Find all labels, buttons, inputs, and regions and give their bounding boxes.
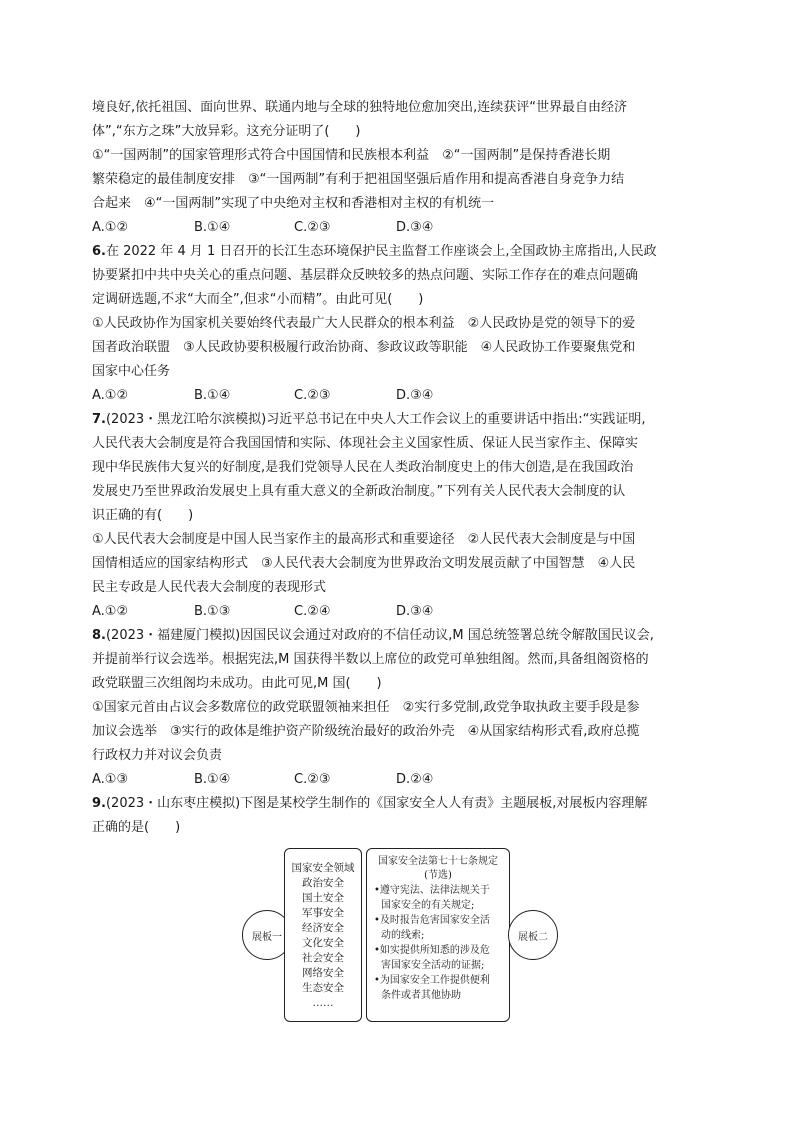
q5-options bbox=[92, 216, 704, 240]
security-field-item: 生态安全 bbox=[302, 982, 344, 994]
q7-statement-line: 国情相适应的国家结构形式 ③人民代表大会制度为世界政治文明发展贡献了中国智慧 ④人民 bbox=[92, 556, 636, 571]
q8-option-c[interactable]: C.②③ bbox=[294, 772, 331, 787]
q9-number: 9. bbox=[92, 796, 106, 811]
q9-stem-text: (2023・山东枣庄模拟)下图是某校学生制作的《国家安全人人有责》主题展板,对展板内容理解 bbox=[105, 796, 648, 811]
board-two-panel bbox=[366, 848, 510, 1022]
law-clause-item bbox=[367, 943, 509, 973]
law-clause-line: 国家安全的有关规定; bbox=[381, 900, 475, 911]
board-two-subtitle: (节选) bbox=[424, 870, 452, 881]
q7-stem-line: 发展史乃至世界政治发展史上具有重大意义的全新政治制度。”下列有关人民代表大会制度的认 bbox=[92, 484, 626, 499]
q7-options bbox=[92, 600, 704, 624]
exhibition-diagram bbox=[240, 846, 558, 1024]
q7-option-b[interactable]: B.①③ bbox=[194, 604, 231, 619]
law-clause-line: •遵守宪法、法律法规关于 bbox=[374, 885, 490, 896]
q8-stem-line bbox=[92, 624, 704, 648]
q8-stem-text: (2023・福建厦门模拟)因国民议会通过对政府的不信任动议,M 国总统签署总统令解散国民议会, bbox=[105, 628, 654, 643]
q8-options bbox=[92, 768, 704, 792]
q6-options bbox=[92, 384, 704, 408]
q8-option-a[interactable]: A.①③ bbox=[92, 772, 129, 787]
q8-option-b[interactable]: B.①④ bbox=[194, 772, 231, 787]
board-two-title: 国家安全法第七十七条规定 bbox=[378, 856, 498, 867]
q5-option-d[interactable]: D.③④ bbox=[396, 220, 434, 235]
q5-option-b[interactable]: B.①④ bbox=[194, 220, 231, 235]
security-field-item: …… bbox=[312, 997, 334, 1009]
q7-stem-text: (2023・黑龙江哈尔滨模拟)习近平总书记在中央人大工作会议上的重要讲话中指出:“实践证明, bbox=[105, 412, 646, 427]
q6-stem-line: 协要紧扣中共中央关心的重点问题、基层群众反映较多的热点问题、实际工作存在的难点问题确 bbox=[92, 268, 639, 283]
security-field-item: 社会安全 bbox=[302, 952, 344, 964]
security-field-item: 国土安全 bbox=[302, 892, 344, 904]
law-clause-item bbox=[367, 973, 509, 1003]
q6-stem-line: 定调研选题,不求“大而全”,但求“小而精”。由此可见( ) bbox=[92, 292, 424, 307]
board-one-label: 展板一 bbox=[252, 931, 282, 943]
q5-statement-line: ①“一国两制”的国家管理形式符合中国国情和民族根本利益 ②“一国两制”是保持香港长期 bbox=[92, 148, 611, 163]
law-clause-line: •如实提供所知悉的涉及危 bbox=[374, 945, 490, 956]
q8-statement-line: 行政权力并对议会负责 bbox=[92, 748, 223, 763]
q6-option-c[interactable]: C.②③ bbox=[294, 388, 331, 403]
q8-stem-line: 并提前举行议会选举。根据宪法,M 国获得半数以上席位的政党可单独组阁。然而,具备组阁资格的 bbox=[92, 652, 649, 667]
question-page bbox=[92, 96, 704, 840]
law-clause-item bbox=[367, 883, 509, 913]
q5-option-a[interactable]: A.①② bbox=[92, 220, 129, 235]
q9-stem-line: 正确的是( ) bbox=[92, 820, 181, 835]
q7-number: 7. bbox=[92, 412, 106, 427]
q5-statement-line: 合起来 ④“一国两制”实现了中央绝对主权和香港相对主权的有机统一 bbox=[92, 196, 495, 211]
q8-statement-line: ①国家元首由占议会多数席位的政党联盟领袖来担任 ②实行多党制,政党争取执政主要手段是参 bbox=[92, 700, 640, 715]
law-clause-item bbox=[367, 913, 509, 943]
q6-number: 6. bbox=[92, 244, 106, 259]
q9-stem-line bbox=[92, 792, 704, 816]
law-clause-line: 动的线索; bbox=[381, 930, 425, 941]
q7-option-c[interactable]: C.②④ bbox=[294, 604, 331, 619]
q6-stem-line bbox=[92, 240, 704, 264]
law-clause-line: •及时报告危害国家安全活 bbox=[374, 915, 490, 926]
q7-stem-line bbox=[92, 408, 704, 432]
q7-stem-line: 现中华民族伟大复兴的好制度,是我们党领导人民在人类政治制度史上的伟大创造,是在我国政治 bbox=[92, 460, 634, 475]
security-field-item: 网络安全 bbox=[302, 967, 344, 979]
q6-option-d[interactable]: D.③④ bbox=[396, 388, 434, 403]
security-field-item: 政治安全 bbox=[302, 877, 344, 889]
board-two-circle bbox=[508, 910, 558, 960]
q5-text-line: 体”,“东方之珠”大放异彩。这充分证明了( ) bbox=[92, 124, 361, 139]
security-field-item: 经济安全 bbox=[302, 922, 344, 934]
q8-number: 8. bbox=[92, 628, 106, 643]
q6-statement-line: 国者政治联盟 ③人民政协要积极履行政治协商、参政议政等职能 ④人民政协工作要聚焦党和 bbox=[92, 340, 636, 355]
q8-option-d[interactable]: D.②④ bbox=[396, 772, 434, 787]
q7-statement-line: 民主专政是人民代表大会制度的表现形式 bbox=[92, 580, 327, 595]
q5-statement-line: 繁荣稳定的最佳制度安排 ③“一国两制”有利于把祖国坚强后盾作用和提高香港自身竞争力结 bbox=[92, 172, 625, 187]
q6-option-b[interactable]: B.①④ bbox=[194, 388, 231, 403]
q7-statement-line: ①人民代表大会制度是中国人民当家作主的最高形式和重要途径 ②人民代表大会制度是与中国 bbox=[92, 532, 636, 547]
q7-option-a[interactable]: A.①② bbox=[92, 604, 129, 619]
board-two-label: 展板二 bbox=[518, 931, 548, 943]
law-clause-line: 害国家安全活动的证据; bbox=[381, 960, 485, 971]
q6-option-a[interactable]: A.①② bbox=[92, 388, 129, 403]
q8-stem-line: 政党联盟三次组阁均未成功。由此可见,M 国( ) bbox=[92, 676, 382, 691]
q7-option-d[interactable]: D.③④ bbox=[396, 604, 434, 619]
board-one-title: 国家安全领域 bbox=[291, 862, 355, 874]
q7-stem-line: 人民代表大会制度是符合我国国情和实际、体现社会主义国家性质、保证人民当家作主、保障实 bbox=[92, 436, 639, 451]
q5-text-line: 境良好,依托祖国、面向世界、联通内地与全球的独特地位愈加突出,连续获评“世界最自由经济 bbox=[92, 100, 628, 115]
law-clause-line: 条件或者其他协助 bbox=[381, 990, 461, 1001]
q6-statement-line: 国家中心任务 bbox=[92, 364, 171, 379]
security-field-item: 文化安全 bbox=[302, 937, 344, 949]
q8-statement-line: 加议会选举 ③实行的政体是维护资产阶级统治最好的政治外壳 ④从国家结构形式看,政府总揽 bbox=[92, 724, 640, 739]
security-field-item: 军事安全 bbox=[302, 907, 344, 919]
q5-option-c[interactable]: C.②③ bbox=[294, 220, 331, 235]
q6-statement-line: ①人民政协作为国家机关要始终代表最广大人民群众的根本利益 ②人民政协是党的领导下的爱 bbox=[92, 316, 636, 331]
q7-stem-line: 识正确的有( ) bbox=[92, 508, 194, 523]
law-clause-line: •为国家安全工作提供便利 bbox=[374, 975, 490, 986]
board-one-panel bbox=[284, 848, 362, 1022]
q6-stem-text: 在 2022 年 4 月 1 日召开的长江生态环境保护民主监督工作座谈会上,全国政协主席指出,人民政 bbox=[105, 244, 657, 259]
